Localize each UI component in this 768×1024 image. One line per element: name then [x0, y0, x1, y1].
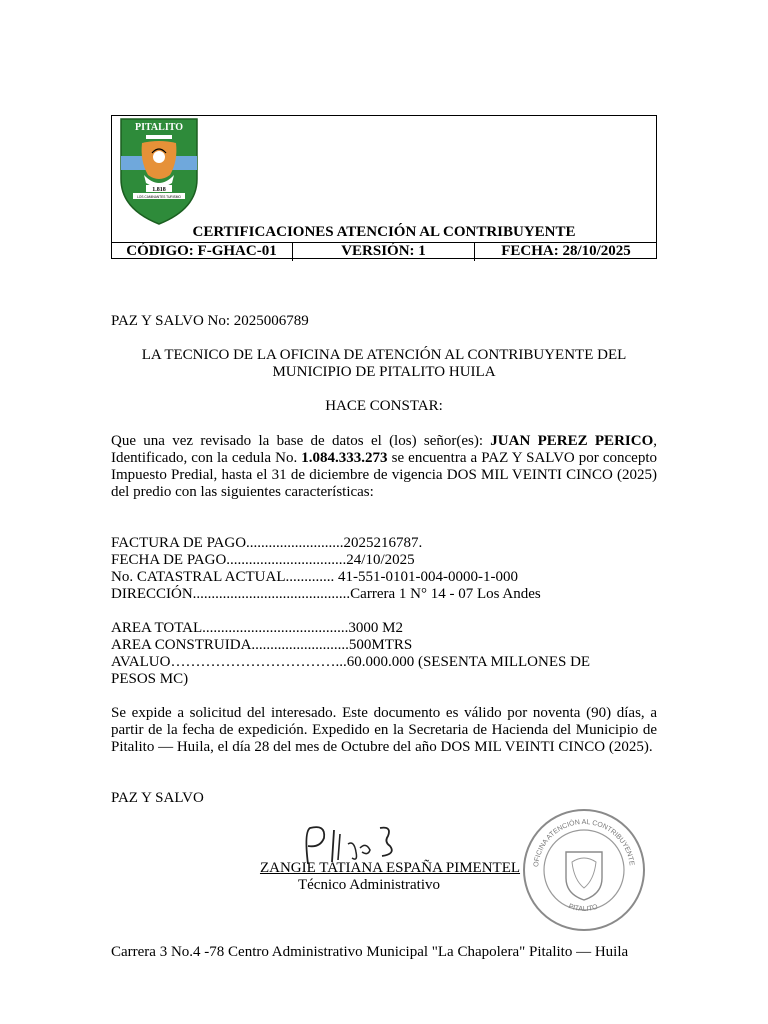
- field-catastral: No. CATASTRAL ACTUAL............. 41-551-0101-004-0000-1-000: [111, 569, 518, 585]
- field-factura: FACTURA DE PAGO..........................2025216787.: [111, 535, 423, 551]
- logo-text: PITALITO: [135, 122, 183, 133]
- field-direccion: DIRECCIÓN..........................................Carrera 1 N° 14 - 07 Los Andes: [111, 586, 541, 602]
- official-stamp: [520, 806, 648, 934]
- field-avaluo: AVALUO……………………………...60.000.000 (SESENTA MILLONES DE PESOS MC): [111, 654, 591, 687]
- paragraph-mid: , Identificado, con la cedula No.: [111, 433, 657, 466]
- svg-text:PITALITO: [567, 903, 599, 913]
- stamp-bottom-text: PITALITO: [567, 903, 599, 913]
- code-row: [111, 242, 657, 261]
- svg-text:OFICINA ATENCIÓN AL CONTRIBUYE: [533, 818, 635, 868]
- issuer-heading-line1: LA TECNICO DE LA OFICINA DE ATENCIÓN AL CONTRIBUYENTE DEL: [141, 347, 627, 363]
- document-title: CERTIFICACIONES ATENCIÓN AL CONTRIBUYENTE: [192, 224, 576, 240]
- signer-role: Técnico Administrativo: [297, 877, 441, 893]
- logo-sub-1: 1.818: [152, 187, 166, 193]
- logo-sub-2: LOS CAMINANTES TURISMO: [137, 195, 181, 199]
- person-name: JUAN PEREZ PERICO: [490, 433, 654, 449]
- signer-name: ZANGIE TATIANA ESPAÑA PIMENTEL: [259, 860, 521, 876]
- certificate-paragraph: [111, 433, 657, 501]
- pitalito-shield-logo: [118, 117, 200, 225]
- field-area-total: AREA TOTAL.......................................3000 M2: [111, 620, 404, 636]
- document-code: CÓDIGO: F-GHAC-01: [111, 243, 293, 261]
- expedition-paragraph: Se expide a solicitud del interesado. Este documento es válido por noventa (90) días, a partir de la fecha de expedición. Expedido en la Secretaria de Hacienda del Municipio de Pitalito — Huila, el día 28 del mes de Octubre del año DOS MIL VEINTI CINCO (2025).: [111, 705, 657, 755]
- id-number: 1.084.333.273: [301, 450, 388, 466]
- hace-constar-heading: HACE CONSTAR:: [325, 398, 443, 414]
- paragraph-intro: Que una vez revisado la base de datos el (los) señor(es):: [111, 433, 491, 449]
- paragraph-rest: se encuentra a PAZ Y SALVO por concepto Impuesto Predial, hasta el 31 de diciembre de vigencia DOS MIL VEINTI CINCO (2025) del predio con las siguientes características:: [111, 450, 658, 500]
- field-fecha-pago: FECHA DE PAGO................................24/10/2025: [111, 552, 415, 568]
- certificate-number: PAZ Y SALVO No: 2025006789: [111, 313, 309, 329]
- field-area-construida: AREA CONSTRUIDA..........................500MTRS: [111, 637, 413, 653]
- document-date: FECHA: 28/10/2025: [501, 243, 631, 259]
- document-version: VERSIÓN: 1: [293, 243, 475, 261]
- paz-y-salvo-label: PAZ Y SALVO: [111, 790, 204, 806]
- header-table: [111, 115, 657, 259]
- stamp-top-text: OFICINA ATENCIÓN AL CONTRIBUYENTE: [533, 818, 635, 868]
- footer-address: Carrera 3 No.4 -78 Centro Administrativo Municipal "La Chapolera" Pitalito — Huila: [111, 944, 629, 960]
- issuer-heading-line2: MUNICIPIO DE PITALITO HUILA: [272, 364, 496, 380]
